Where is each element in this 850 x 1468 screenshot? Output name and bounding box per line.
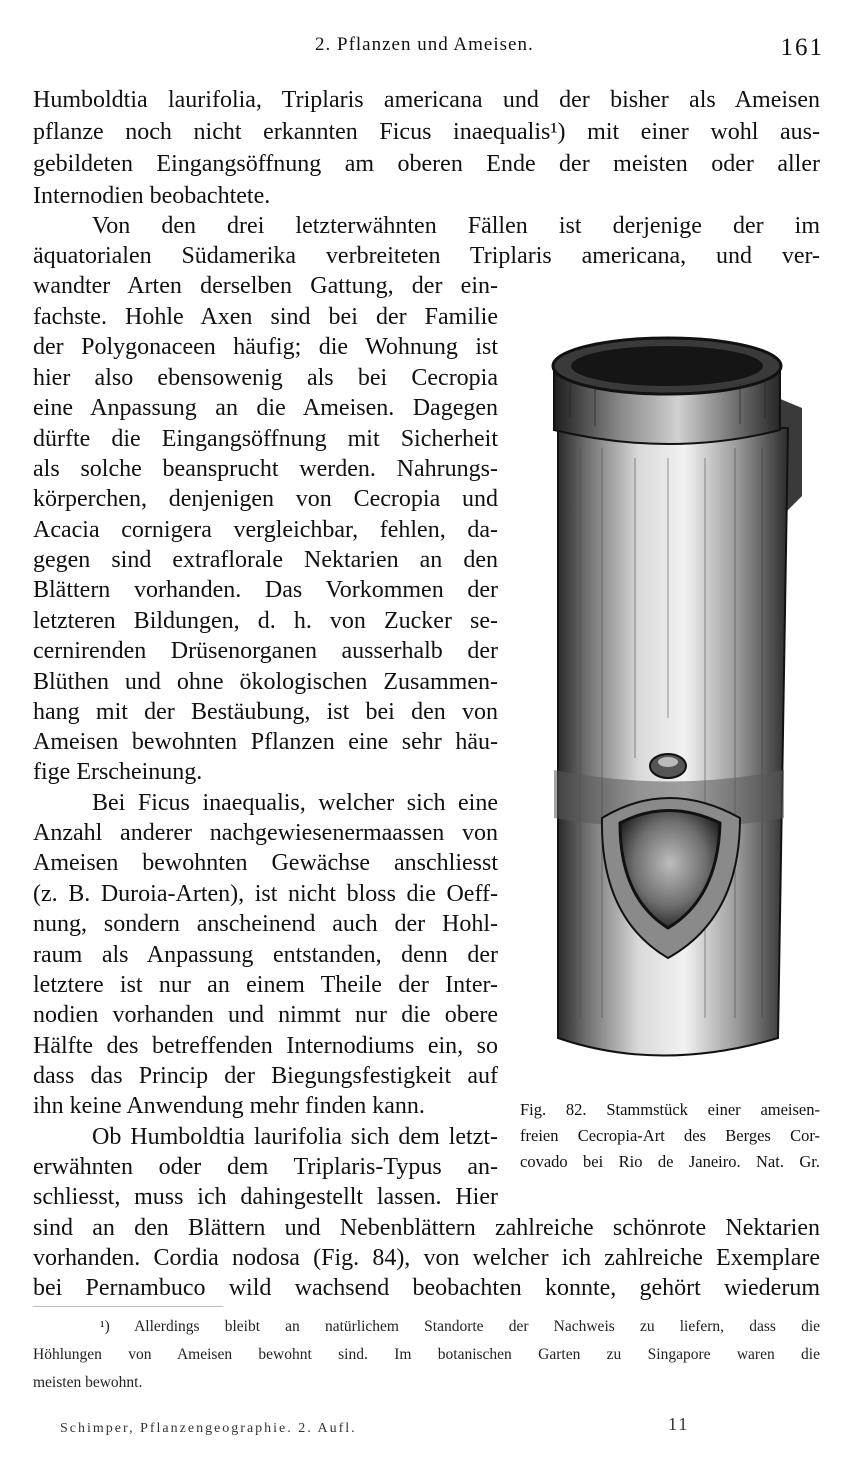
caption-line: freien Cecropia-Art des Berges Cor- (520, 1126, 820, 1145)
printer-signature: Schimper, Pflanzengeographie. 2. Aufl. (60, 1421, 357, 1436)
text-line: Blättern vorhanden. Das Vorkommen der (33, 577, 498, 603)
text-line: Ameisen bewohnten Pflanzen eine sehr häu- (33, 729, 498, 755)
text-line: Hälfte des betreffenden Internodiums ein, so (33, 1033, 498, 1059)
text-line: fachste. Hohle Axen sind bei der Familie (33, 304, 498, 330)
text-line: nodien vorhanden und nimmt nur die obere (33, 1002, 498, 1028)
text-line: bei Pernambuco wild wachsend beobachten konnte, gehört wiederum (33, 1275, 820, 1301)
text-line: Anzahl anderer nachgewiesenermaassen von (33, 820, 498, 846)
text-line: der Polygonaceen häufig; die Wohnung ist (33, 334, 498, 360)
footnote-line: Höhlungen von Ameisen bewohnt sind. Im botanischen Garten zu Singapore waren die (33, 1346, 820, 1363)
text-line: gegen sind extraflorale Nektarien an den (33, 547, 498, 573)
text-line: körperchen, denjenigen von Cecropia und (33, 486, 498, 512)
text-line: hier also ebensowenig als bei Cecropia (33, 365, 498, 391)
text-line: Ameisen bewohnten Gewächse anschliesst (33, 850, 498, 876)
sheet-number: 11 (668, 1414, 690, 1434)
text-line: Humboldtia laurifolia, Triplaris americana und der bisher als Ameisen (33, 87, 820, 113)
text-line: fige Erscheinung. (33, 759, 203, 785)
text-line: pflanze noch nicht erkannten Ficus inaequalis¹) mit einer wohl aus- (33, 119, 820, 145)
text-line: eine Anpassung an die Ameisen. Dagegen (33, 395, 498, 421)
text-line: schliesst, muss ich dahingestellt lassen. Hier (33, 1184, 498, 1210)
text-line: wandter Arten derselben Gattung, der ein- (33, 273, 498, 299)
text-line: Blüthen und ohne ökologischen Zusammen- (33, 669, 498, 695)
page-number: 161 (780, 34, 824, 61)
text-line: nung, sondern anscheinend auch der Hohl- (33, 911, 498, 937)
text-line: Internodien beobachtete. (33, 183, 271, 209)
caption-line: Fig. 82. Stammstück einer ameisen- (520, 1100, 820, 1119)
page-header (0, 34, 850, 64)
text-line: letzteren Bildungen, d. h. von Zucker se- (33, 608, 498, 634)
text-line: Ob Humboldtia laurifolia sich dem letzt- (92, 1124, 498, 1150)
text-line: ihn keine Anwendung mehr finden kann. (33, 1093, 425, 1119)
text-line: sind an den Blättern und Nebenblättern zahlreiche schönrote Nektarien (33, 1215, 820, 1241)
footnote-line: ¹) Allerdings bleibt an natürlichem Standorte der Nachweis zu liefern, dass die (100, 1318, 820, 1335)
text-line: erwähnten oder dem Triplaris-Typus an- (33, 1154, 498, 1180)
stem-illustration (540, 318, 820, 1088)
text-line: gebildeten Eingangsöffnung am oberen Ende der meisten oder aller (33, 151, 820, 177)
text-line: cernirenden Drüsenorganen ausserhalb der (33, 638, 498, 664)
text-line: dass das Princip der Biegungsfestigkeit auf (33, 1063, 498, 1089)
text-line: letztere ist nur an einem Theile der Inter- (33, 972, 498, 998)
cecropia-stem-drawing (540, 318, 820, 1088)
footnote-divider (33, 1306, 223, 1307)
caption-line: covado bei Rio de Janeiro. Nat. Gr. (520, 1152, 820, 1171)
running-title: 2. Pflanzen und Ameisen. (315, 34, 534, 55)
text-line: raum als Anpassung entstanden, denn der (33, 942, 498, 968)
text-line: Acacia cornigera vergleichbar, fehlen, da- (33, 517, 498, 543)
text-line: Von den drei letzterwähnten Fällen ist derjenige der im (92, 213, 820, 239)
text-line: hang mit der Bestäubung, ist bei den von (33, 699, 498, 725)
footnote-line: meisten bewohnt. (33, 1374, 143, 1391)
text-line: äquatorialen Südamerika verbreiteten Triplaris americana, und ver- (33, 243, 820, 269)
text-line: als solche beansprucht werden. Nahrungs- (33, 456, 498, 482)
text-line: dürfte die Eingangsöffnung mit Sicherheit (33, 426, 498, 452)
text-line: Bei Ficus inaequalis, welcher sich eine (92, 790, 498, 816)
text-line: (z. B. Duroia-Arten), ist nicht bloss die Oeff- (33, 881, 498, 907)
text-line: vorhanden. Cordia nodosa (Fig. 84), von welcher ich zahlreiche Exemplare (33, 1245, 820, 1271)
